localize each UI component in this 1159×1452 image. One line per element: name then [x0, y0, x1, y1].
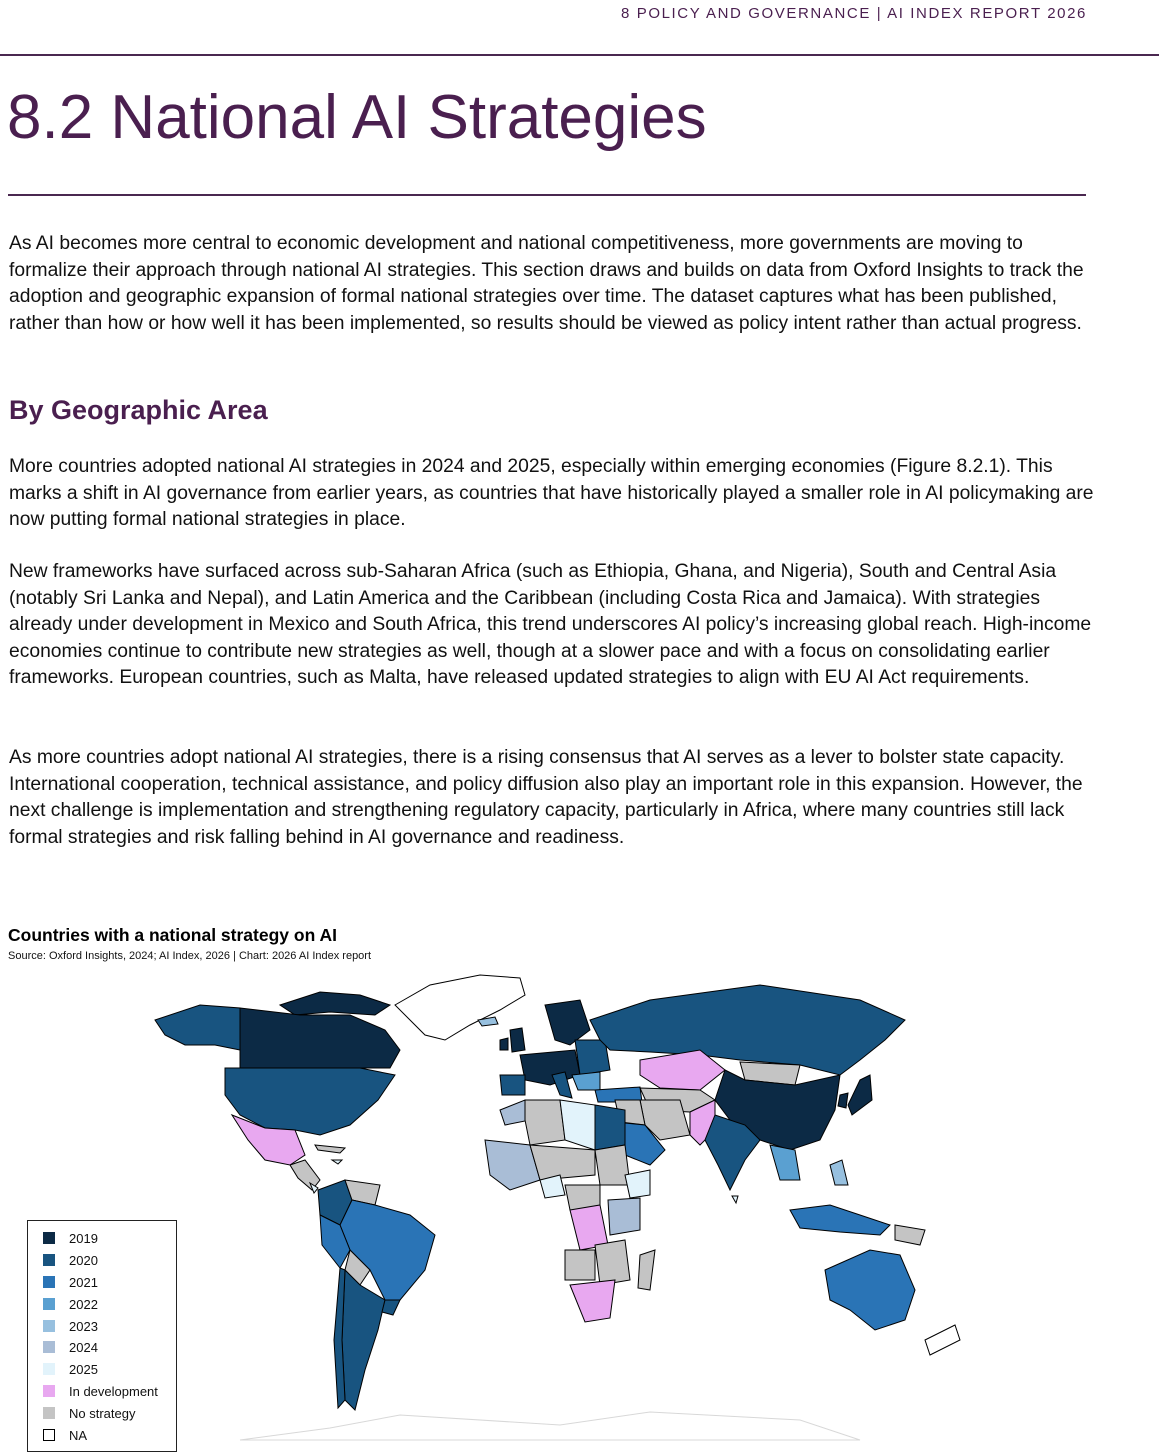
region-japan — [848, 1075, 872, 1115]
legend-label: No strategy — [69, 1405, 136, 1421]
region-dr-congo — [570, 1205, 608, 1250]
legend-swatch — [43, 1254, 55, 1266]
region-angola — [565, 1250, 595, 1280]
body-paragraph-2: New frameworks have surfaced across sub-Saharan Africa (such as Ethiopia, Ghana, and Nigeria), South and Central Asia (notably Sri Lanka and Nepal), and Latin America and the Caribbean (including Costa Rica and Jamaica). With strategies already under development in Mexico and South Africa, this trend underscores AI policy’s increasing global reach. High-income economies continue to contribute new strategies as well, though at a slower pace and with a focus on consolidating earlier frameworks. European countries, such as Malta, have released updated strategies to align with EU AI Act requirements. — [9, 561, 1092, 688]
region-sahel — [530, 1145, 595, 1180]
legend-swatch — [43, 1363, 55, 1375]
legend-label: 2024 — [69, 1339, 98, 1355]
region-central-america — [290, 1160, 320, 1190]
region-south-africa — [570, 1280, 615, 1322]
legend-label: 2023 — [69, 1318, 98, 1334]
region-southern-africa — [595, 1240, 630, 1285]
region-east-africa — [608, 1198, 640, 1235]
region-new-zealand — [925, 1325, 960, 1355]
region-egypt — [595, 1105, 625, 1150]
body-paragraph-1: More countries adopted national AI strategies in 2024 and 2025, especially within emerging economies (Figure 8.2.1). This marks a shift in AI governance from earlier years, as countries that have historically played a smaller role in AI policymaking are now putting formal national strategies in place. — [9, 456, 1094, 530]
region-alaska — [155, 1005, 240, 1050]
subheading: By Geographic Area — [9, 395, 268, 425]
legend-item-2024 — [43, 1338, 98, 1356]
legend-swatch — [43, 1407, 55, 1419]
legend-swatch — [43, 1320, 55, 1332]
region-ethiopia — [625, 1170, 650, 1198]
legend-swatch — [43, 1385, 55, 1397]
legend-item-2022 — [43, 1295, 98, 1313]
region-philippines — [830, 1160, 848, 1185]
region-uruguay — [382, 1300, 400, 1315]
legend-item-no-strategy — [43, 1404, 135, 1422]
map-legend — [27, 1220, 177, 1452]
legend-item-na — [43, 1426, 87, 1444]
region-uk — [510, 1028, 525, 1052]
title-rule — [8, 194, 1086, 196]
region-indonesia — [790, 1205, 890, 1235]
header-rule — [0, 54, 1159, 56]
legend-label: 2025 — [69, 1361, 98, 1377]
region-sri-lanka — [732, 1196, 738, 1203]
map-title: Countries with a national strategy on AI — [8, 925, 337, 945]
section-title: 8.2 National AI Strategies — [7, 83, 707, 152]
region-libya — [560, 1100, 595, 1150]
legend-label: 2022 — [69, 1296, 98, 1312]
legend-item-2025 — [43, 1360, 98, 1378]
region-southeast-asia — [770, 1145, 800, 1180]
region-iberia — [500, 1075, 525, 1095]
region-cuba — [315, 1145, 345, 1153]
running-header: 8 POLICY AND GOVERNANCE | AI INDEX REPORT 2026 — [621, 5, 1087, 22]
region-korea — [838, 1093, 848, 1108]
region-scandinavia — [545, 1000, 590, 1045]
legend-item-in-development — [43, 1382, 158, 1400]
region-papua — [895, 1225, 925, 1245]
legend-item-2020 — [43, 1251, 98, 1269]
region-arctic-canada — [280, 992, 390, 1015]
region-canada — [240, 1008, 400, 1070]
legend-label: In development — [69, 1383, 158, 1399]
legend-swatch — [43, 1276, 55, 1288]
legend-swatch — [43, 1341, 55, 1353]
region-antarctica — [240, 1412, 860, 1440]
legend-label: 2021 — [69, 1274, 98, 1290]
region-madagascar — [638, 1250, 655, 1290]
region-argentina — [342, 1270, 385, 1410]
legend-label: 2020 — [69, 1252, 98, 1268]
region-sudan — [595, 1145, 630, 1185]
region-western-europe — [520, 1050, 580, 1085]
legend-item-2023 — [43, 1317, 98, 1335]
legend-label: NA — [69, 1427, 88, 1443]
intro-paragraph: As AI becomes more central to economic development and national competitiveness, more governments are moving to formalize their approach through national AI strategies. This section draws and builds on data from Oxford Insights to track the adoption and geographic expansion of formal national strategies over time. The dataset captures what has been published, rather than how or how well it has been implemented, so results should be viewed as policy intent rather than actual progress. — [9, 233, 1084, 334]
region-jamaica — [332, 1160, 342, 1164]
body-paragraph-3: As more countries adopt national AI strategies, there is a rising consensus that AI serves as a lever to bolster state capacity. International cooperation, technical assistance, and policy diffusion also play an important role in this expansion. However, the next challenge is implementation and strengthening regulatory capacity, particularly in Africa, where many countries still lack formal strategies and risk falling behind in AI governance and readiness. — [9, 747, 1083, 848]
legend-swatch — [43, 1298, 55, 1310]
region-greenland — [395, 975, 525, 1040]
region-australia — [825, 1250, 915, 1330]
region-ireland — [500, 1038, 508, 1050]
region-balkans — [572, 1072, 600, 1090]
legend-label: 2019 — [69, 1230, 98, 1246]
map-source: Source: Oxford Insights, 2024; AI Index, 2026 | Chart: 2026 AI Index report — [8, 950, 372, 962]
legend-item-2019 — [43, 1229, 98, 1247]
region-algeria — [525, 1100, 565, 1145]
legend-swatch — [43, 1232, 55, 1244]
legend-swatch — [43, 1429, 55, 1441]
region-russia — [590, 985, 905, 1075]
legend-item-2021 — [43, 1273, 98, 1291]
